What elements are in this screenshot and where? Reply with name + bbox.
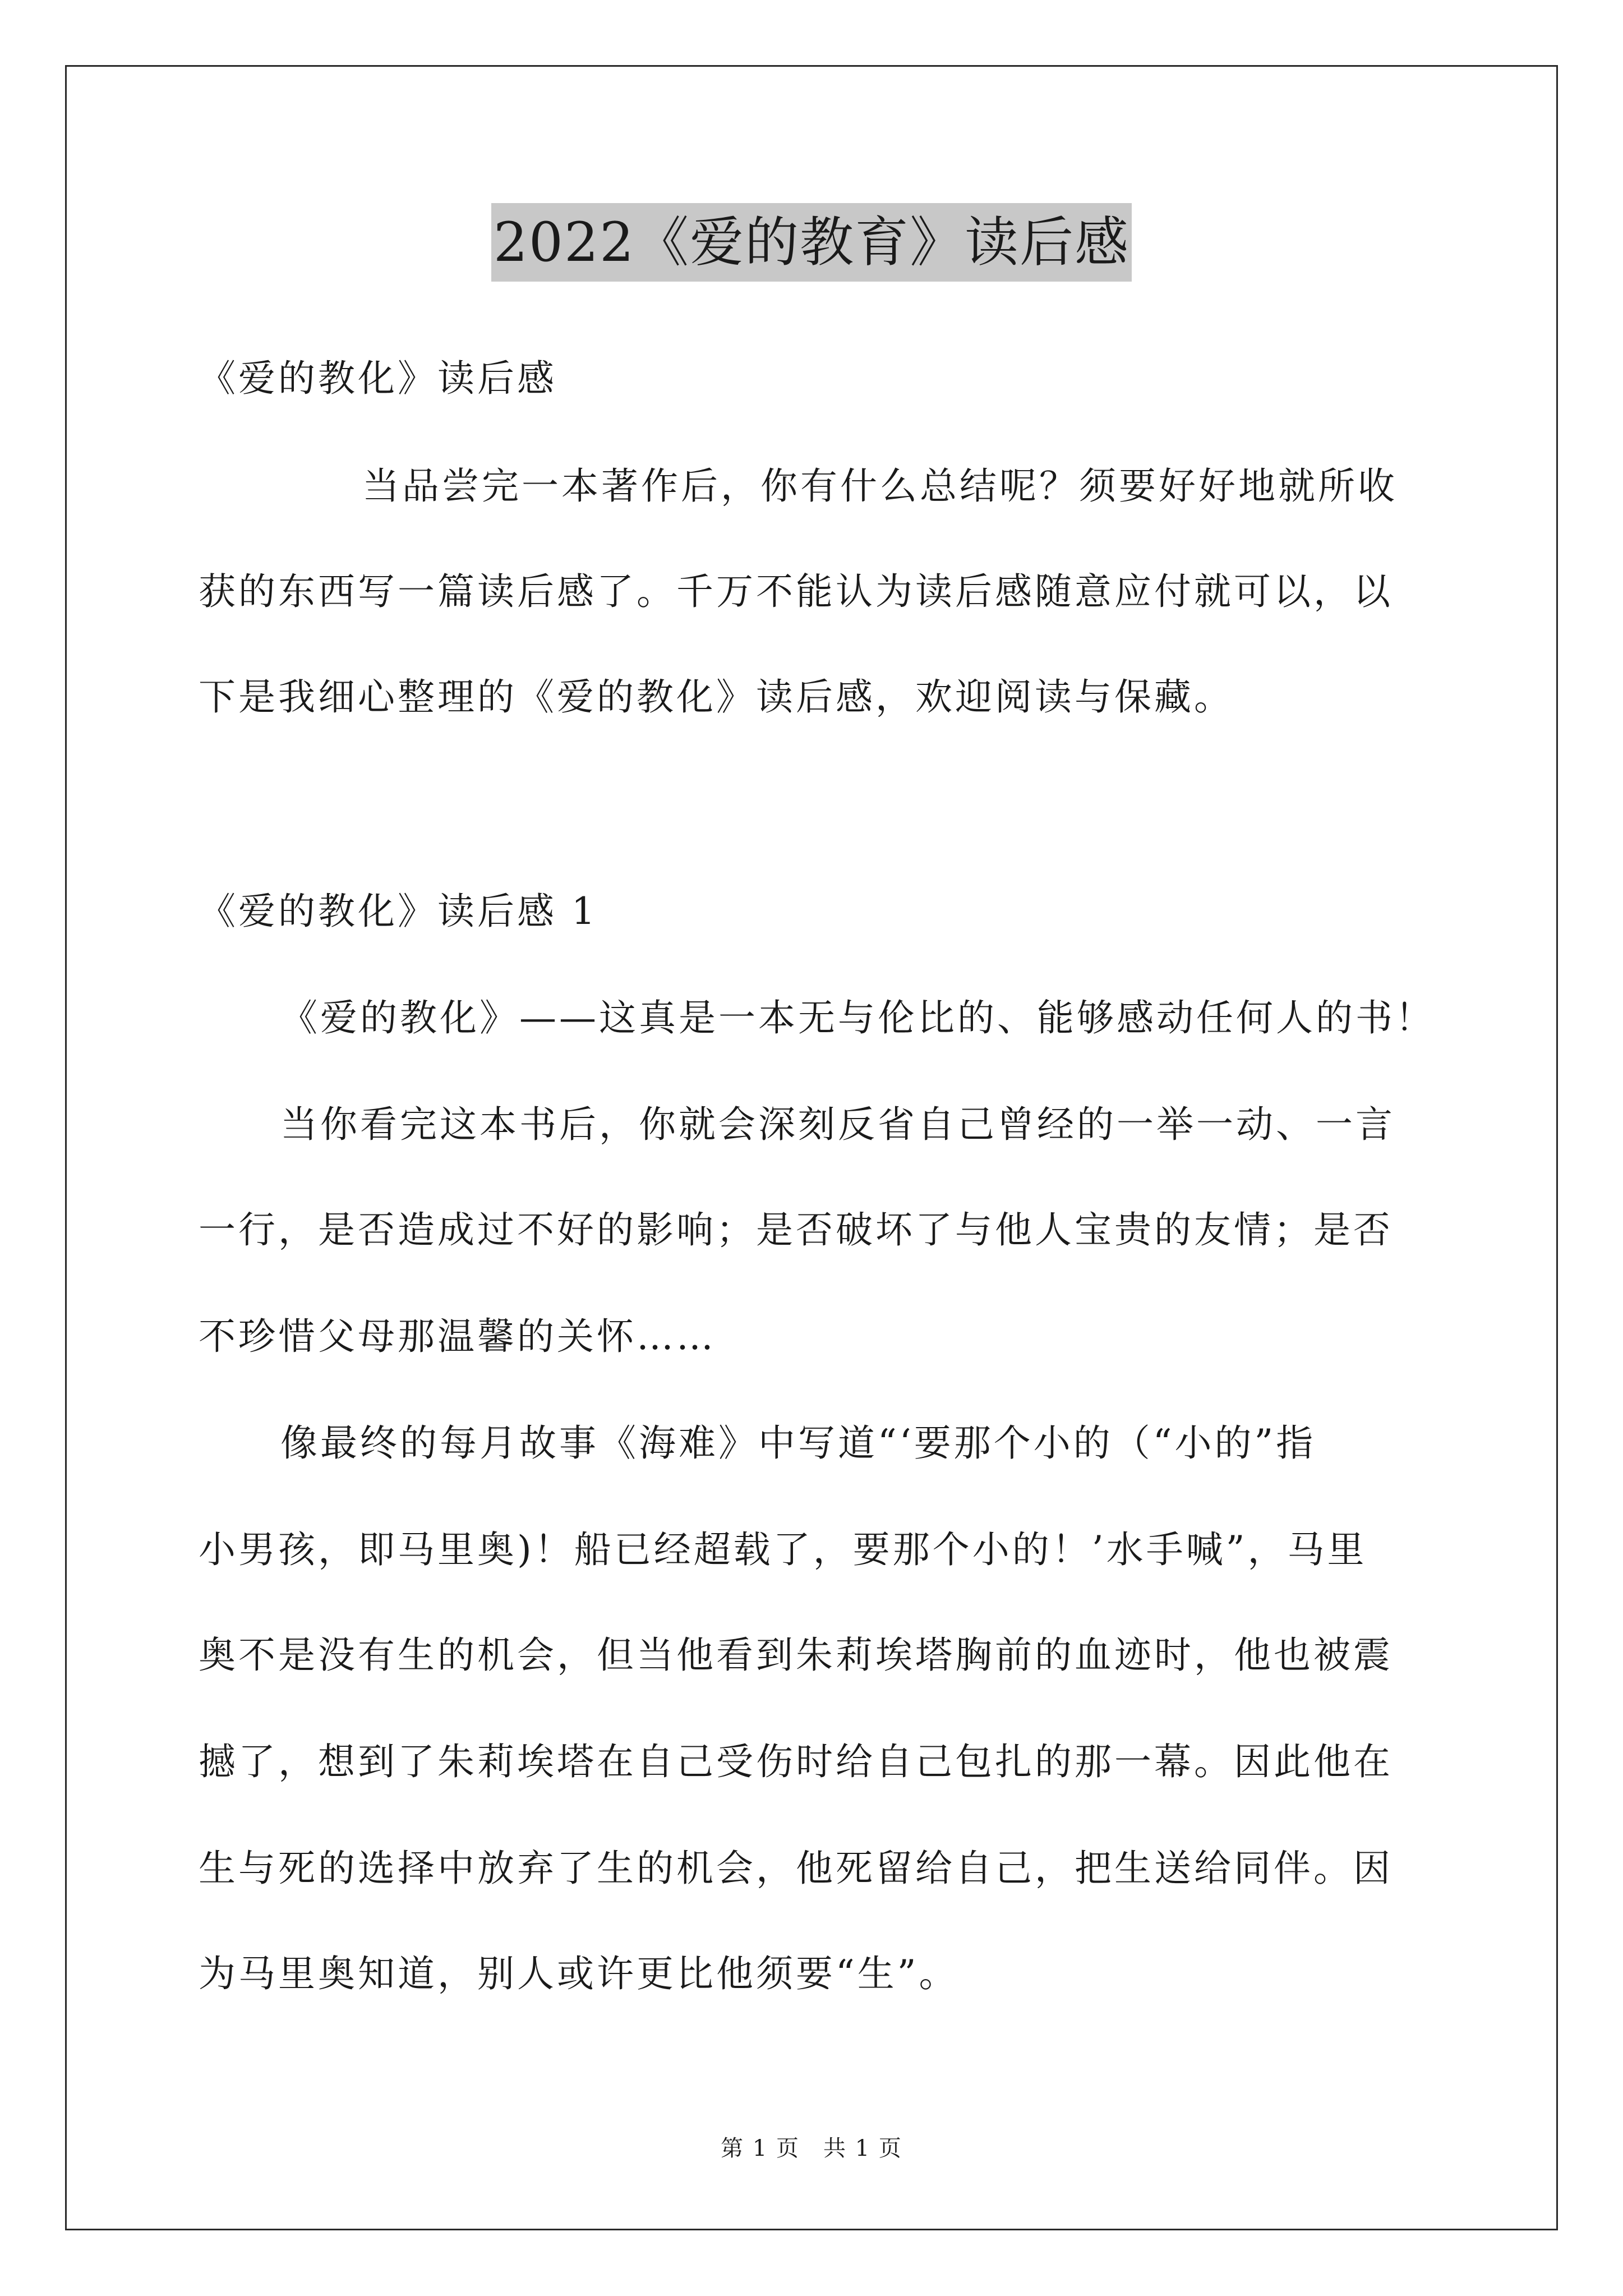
paragraph-line: 生与死的选择中放弃了生的机会，他死留给自己，把生送给同伴。因 bbox=[199, 1847, 1393, 1890]
paragraph-line: 撼了，想到了朱莉埃塔在自己受伤时给自己包扎的那一幕。因此他在 bbox=[199, 1740, 1393, 1783]
paragraph-line: 奥不是没有生的机会，但当他看到朱莉埃塔胸前的血迹时，他也被震 bbox=[199, 1634, 1393, 1677]
paragraph-line: 不珍惜父母那温馨的关怀…… bbox=[199, 1315, 716, 1358]
paragraph-line: 一行，是否造成过不好的影响；是否破坏了与他人宝贵的友情；是否 bbox=[199, 1208, 1393, 1251]
paragraph-line: 当品尝完一本著作后，你有什么总结呢？须要好好地就所收 bbox=[362, 464, 1398, 508]
paragraph-line: 当你看完这本书后，你就会深刻反省自己曾经的一举一动、一言 bbox=[280, 1103, 1395, 1146]
document-title: 2022《爱的教育》读后感 bbox=[491, 203, 1132, 282]
paragraph-line: 《爱的教化》——这真是一本无与伦比的、能够感动任何人的书！ bbox=[280, 996, 1435, 1039]
paragraph-line: 像最终的每月故事《海难》中写道“‘要那个小的（“小的”指 bbox=[280, 1421, 1316, 1465]
section-heading: 《爱的教化》读后感 1 bbox=[199, 890, 598, 933]
paragraph-line: 为马里奥知道，别人或许更比他须要“生”。 bbox=[199, 1952, 959, 1995]
paragraph-line: 小男孩，即马里奥)！船已经超载了，要那个小的！’水手喊”，马里 bbox=[199, 1528, 1367, 1571]
title-container bbox=[0, 203, 1623, 282]
section-heading: 《爱的教化》读后感 bbox=[199, 357, 557, 400]
page-footer: 第 1 页 共 1 页 bbox=[721, 2136, 902, 2161]
paragraph-line: 下是我细心整理的《爱的教化》读后感，欢迎阅读与保藏。 bbox=[199, 675, 1234, 719]
paragraph-line: 获的东西写一篇读后感了。千万不能认为读后感随意应付就可以，以 bbox=[199, 570, 1393, 613]
